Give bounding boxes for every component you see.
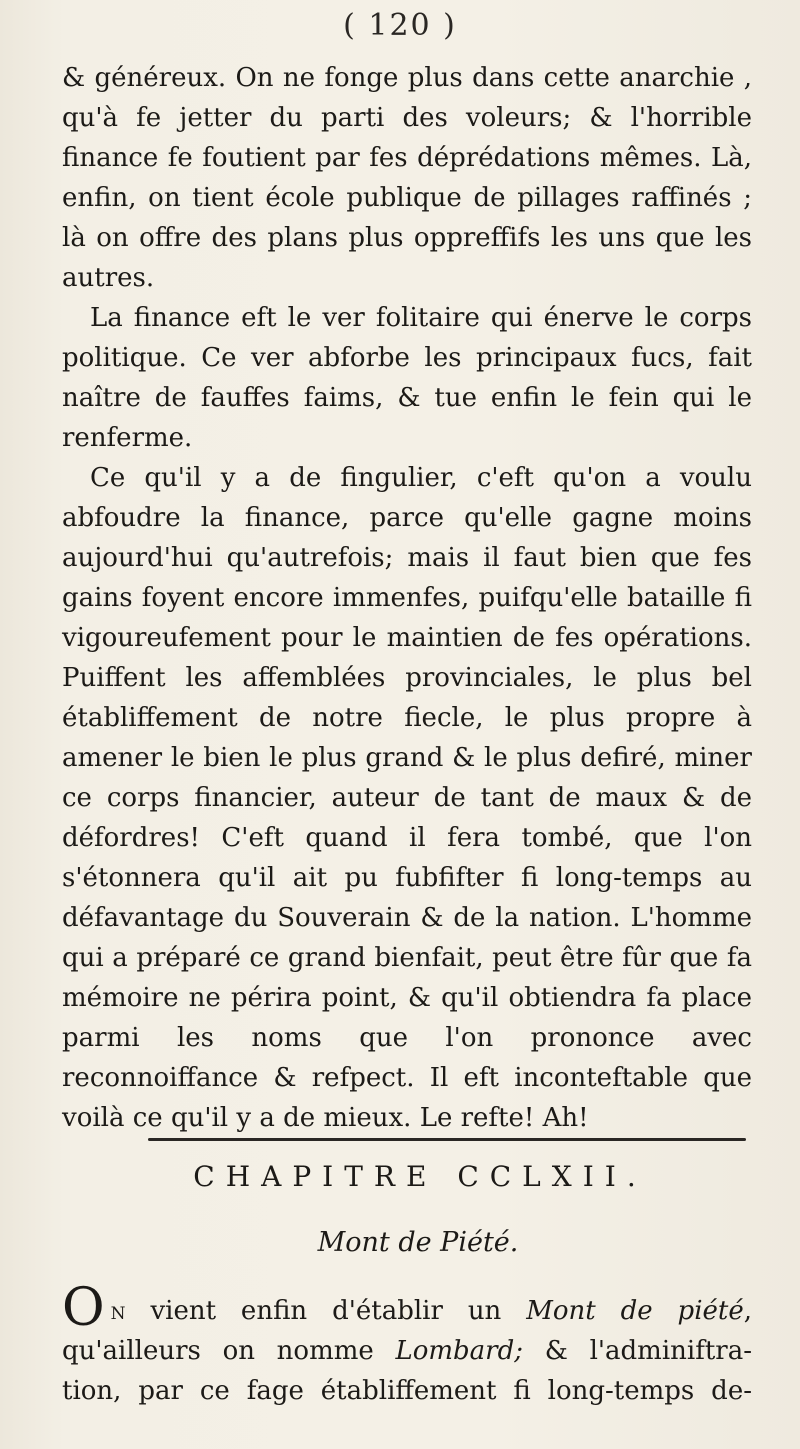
- chapter-line-3: tion, par ce fage établiffement fi long-temps de-: [62, 1376, 752, 1406]
- chapter-line-1-end: ,: [743, 1296, 753, 1326]
- chapter-line-1: [62, 1278, 753, 1338]
- page-number: ( 120 ): [343, 8, 457, 43]
- paragraph-1: & généreux. On ne fonge plus dans cette anarchie , qu'à fe jetter du parti des voleurs; & l'horrible finance fe foutient par fes déprédations mêmes. Là, enfin, on tient école publique de pillages raffinés ; là on offre des plans plus oppreffifs les uns que les autres.: [62, 63, 752, 293]
- drop-cap: O: [62, 1278, 105, 1338]
- chapter-line-2-text: qu'ailleurs on nomme: [62, 1336, 374, 1366]
- chapter-subtitle: Mont de Piété.: [317, 1227, 519, 1258]
- body-text: [62, 58, 752, 1138]
- chapter-line-2-italic: Lombard;: [395, 1336, 524, 1366]
- chapter-line-2: [62, 1331, 752, 1371]
- chapter-heading: CHAPITRE CCLXII.: [193, 1160, 647, 1193]
- chapter-body: [62, 1278, 753, 1411]
- chapter-line-1-text: vient enfin d'établir un: [150, 1296, 502, 1326]
- paragraph-2: La finance eft le ver folitaire qui énerve le corps politique. Ce ver abforbe les principaux fucs, fait naître de fauffes faims, & tue enfin le fein qui le renferme.: [62, 303, 752, 453]
- chapter-line-2-end: & l'adminiftra-: [544, 1336, 752, 1366]
- chapter-line-1-italic: Mont de piété: [526, 1296, 744, 1326]
- paragraph-3: Ce qu'il y a de fingulier, c'eft qu'on a voulu abfoudre la finance, parce qu'elle gagne moins aujourd'hui qu'autrefois; mais il faut bien que fes gains foyent encore immenfes, puifqu'elle bataille fi vigoureufement pour le maintien de fes opérations. Puiffent les affemblées provinciales, le plus bel établiffement de notre fiecle, le plus propre à amener le bien le plus grand & le plus defiré, miner ce corps financier, auteur de tant de maux & de défordres! C'eft quand il fera tombé, que l'on s'étonnera qu'il ait pu fubfifter fi long-temps au défavantage du Souverain & de la nation. L'homme qui a préparé ce grand bienfait, peut être fûr que fa mémoire ne périra point, & qu'il obtiendra fa place parmi les noms que l'on prononce avec reconnoiffance & refpect. Il eft inconteftable que voilà ce qu'il y a de mieux. Le refte! Ah!: [62, 463, 752, 1133]
- first-word-rest: n: [110, 1297, 126, 1325]
- chapter-divider-rule: [148, 1138, 746, 1141]
